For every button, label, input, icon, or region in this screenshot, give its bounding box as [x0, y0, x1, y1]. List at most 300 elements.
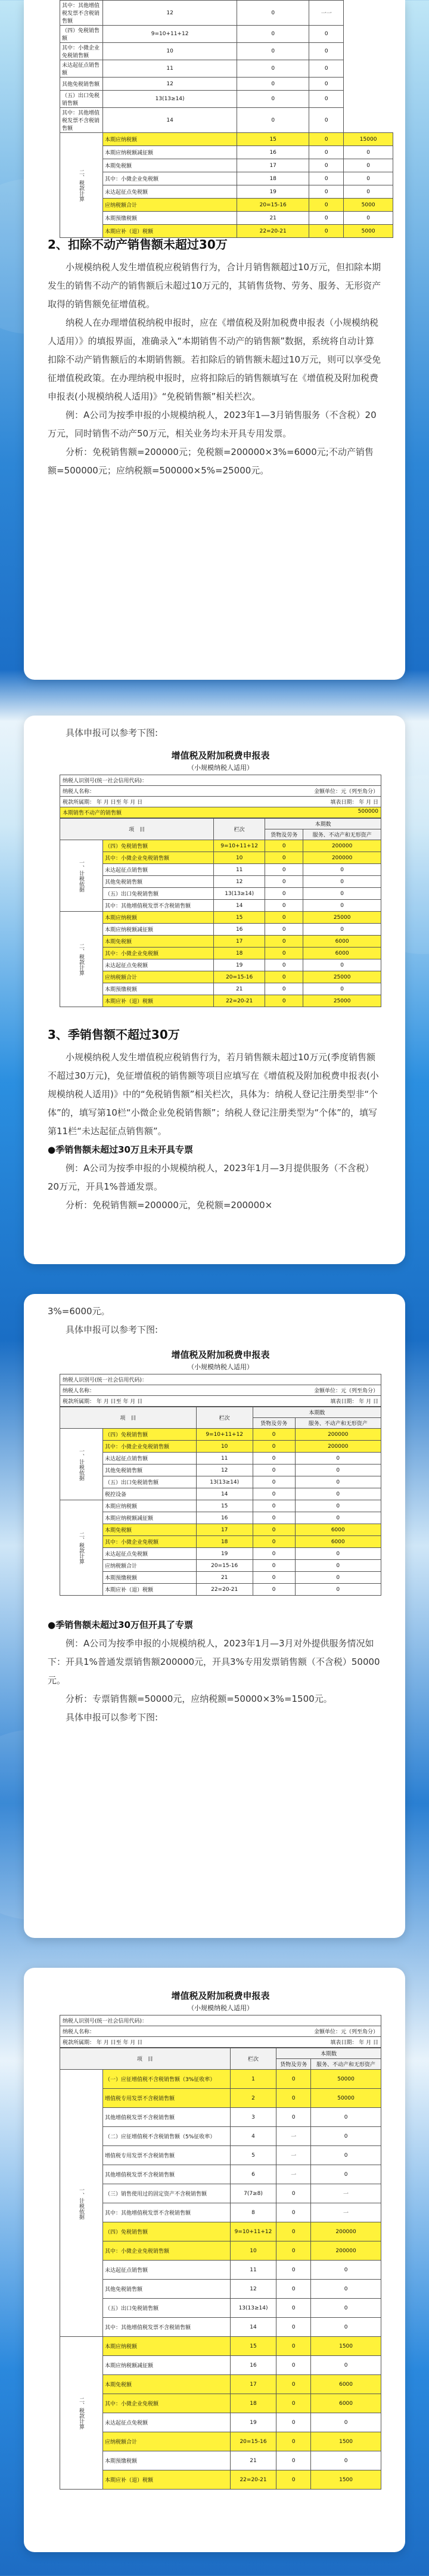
row-number: 15 [237, 133, 309, 146]
taxpayer-name-label: 纳税人名称： [63, 2029, 95, 2035]
row-number: 19 [237, 185, 309, 199]
goods-value: 0 [276, 2203, 311, 2222]
table-row [60, 1476, 381, 1488]
service-value: 200000 [295, 1441, 381, 1453]
tax-table-2 [60, 818, 381, 1007]
heading-2: 2、扣除不动产销售额未超过30万 [48, 237, 228, 252]
row-label: 本期应补（退）税额 [103, 1584, 197, 1596]
row-label: 本期免税额 [103, 2375, 231, 2394]
col-this: 本期数 [253, 1407, 381, 1418]
table-row [60, 2222, 381, 2241]
goods-value: 0 [276, 2070, 311, 2089]
form-subtitle: （小规模纳税人适用） [188, 1363, 253, 1371]
table-row [60, 912, 381, 924]
row-number: 16 [196, 1512, 253, 1524]
row-label: 本期应纳税额 [103, 133, 237, 146]
paragraph: 纳税人在办理增值税纳税申报时，应在《增值税及附加税费申报表（小规模纳税人适用）》的填报界面，准确录入“本期销售不动产的销售额”数据，系统将自动计算扣除不动产销售额后的本期销售额。若扣除后的销售额未超过10万元，则可以享受免征增值税政策。在办理纳税申报时，应将扣除后的销售额填写在《增值税及附加税费申报表(小规模纳税人适用)》“免税销售额”相关栏次。 [48, 317, 381, 402]
row-number: 14 [103, 108, 237, 133]
paragraph: 例：A公司为按季申报的小规模纳税人，2023年1—3月销售服务（不含税）20万元，同时销售不动产50万元，相关业务均未开具专用发票。 [48, 410, 377, 439]
row-label: 其他免税销售额 [60, 78, 103, 91]
goods-value: 0 [265, 864, 303, 876]
row-label: 本期预缴税额 [103, 2451, 231, 2470]
example-text: 例：A公司为按季申报的小规模纳税人，2023年1月—3月提供服务（不含税）20万元，开具1%普通发票。 [48, 1163, 374, 1192]
col-item: 项 目 [60, 2048, 231, 2070]
row-label: 本期预缴税额 [103, 212, 237, 225]
section-panel-1 [24, 0, 405, 680]
goods-value: 0 [276, 2089, 311, 2108]
goods-value: 0 [276, 2280, 311, 2299]
row-number: 22=20-21 [196, 1584, 253, 1596]
row-label: 其他增值税发票不含税销售额 [103, 2165, 231, 2184]
row-label: （五）出口免税销售额 [103, 1476, 197, 1488]
goods-value: 0 [276, 2451, 311, 2470]
table-row [60, 1429, 381, 1441]
service-value: 0 [311, 2318, 381, 2337]
goods-value: 0 [309, 172, 344, 185]
table-row [60, 2108, 381, 2127]
table-row [60, 2394, 381, 2413]
paragraph: 小规模纳税人发生增值税应税销售行为，合计月销售额超过10万元，但扣除本期发生的销售不动产的销售额后未超过10万元的，其销售货物、劳务、服务、无形资产取得的销售额免征增值税。 [48, 262, 381, 309]
goods-value: 一 [276, 2146, 311, 2165]
table-row [60, 2299, 381, 2318]
goods-value: 0 [276, 2375, 311, 2394]
row-number: 18 [214, 948, 265, 959]
service-value: 0 [309, 43, 344, 60]
goods-value: 0 [253, 1584, 295, 1596]
table-row [60, 1572, 381, 1584]
table-row [60, 864, 381, 876]
table-row [60, 133, 393, 146]
property-sales-value: 500000 [358, 809, 378, 815]
row-number: 9=10+11+12 [103, 26, 237, 43]
table-row [60, 1536, 381, 1548]
service-value: 0 [309, 60, 344, 78]
row-label: （四）免税销售额 [60, 26, 103, 43]
row-label: （二）应征增值税不含税销售额（5%征收率） [103, 2127, 231, 2146]
goods-value: 0 [276, 2261, 311, 2280]
row-label: 其中：小微企业免税销售额 [103, 2241, 231, 2261]
goods-value: 0 [276, 2222, 311, 2241]
table-row [60, 1488, 381, 1500]
service-value: 一 [311, 2184, 381, 2203]
row-number: 10 [103, 43, 237, 60]
row-number: 7(7≥8) [230, 2184, 276, 2203]
row-number: 14 [230, 2318, 276, 2337]
row-number: 18 [196, 1536, 253, 1548]
service-value: 200000 [311, 2222, 381, 2241]
service-value: 200000 [303, 852, 381, 864]
tax-form-2 [60, 745, 381, 1007]
row-number: 6 [230, 2165, 276, 2184]
goods-value: 0 [276, 2318, 311, 2337]
goods-value: 0 [253, 1476, 295, 1488]
service-value: 0 [303, 959, 381, 971]
table-row [60, 971, 381, 983]
row-number: 12 [230, 2280, 276, 2299]
col-service: 服务、不动产和无形资产 [311, 2059, 381, 2070]
row-number: 8 [230, 2203, 276, 2222]
service-value: 1500 [311, 2432, 381, 2451]
table-row [60, 2413, 381, 2432]
service-value: 200000 [311, 2241, 381, 2261]
row-label: 其中：其他增值税发票不含税销售额 [103, 2318, 231, 2337]
row-label: 本期应补（退）税额 [103, 995, 214, 1007]
paragraph: 分析：免税销售额=200000元；免税额=200000×3%=6000元;不动产销售额=500000元；应纳税额=500000×5%=25000元。 [48, 447, 374, 476]
continued-text: 3%=6000元。 [48, 1306, 110, 1317]
goods-value: 0 [276, 2470, 311, 2490]
row-label: 其他增值税发票不含税销售额 [103, 2108, 231, 2127]
row-number: 10 [196, 1441, 253, 1453]
service-value: 1500 [311, 2337, 381, 2356]
row-label: 本期应纳税额 [103, 1500, 197, 1512]
goods-value: 0 [253, 1560, 295, 1572]
goods-value: 0 [253, 1536, 295, 1548]
service-value: 0 [344, 146, 393, 159]
row-label: 本期应补（退）税额 [103, 225, 237, 238]
goods-value: 0 [265, 912, 303, 924]
row-number: 17 [230, 2375, 276, 2394]
row-label: 其中：小微企业免税额 [103, 172, 237, 185]
goods-value: 0 [309, 146, 344, 159]
goods-value: 0 [276, 2184, 311, 2203]
table-row [60, 1548, 381, 1560]
form-subtitle: （小规模纳税人适用） [188, 764, 253, 772]
row-label: 未达起征点免税额 [103, 2413, 231, 2432]
goods-value: 0 [265, 959, 303, 971]
row-label: 未达起征点销售额 [103, 864, 214, 876]
tax-table-3 [60, 1407, 381, 1596]
table-row [60, 60, 393, 78]
taxpayer-name-label: 纳税人名称： [63, 789, 95, 795]
row-label: 本期应纳税额减征额 [103, 2356, 231, 2375]
table-row [60, 2241, 381, 2261]
table-row [60, 1560, 381, 1572]
row-label: 增值税专用发票不含税销售额 [103, 2089, 231, 2108]
service-value: 5000 [344, 199, 393, 212]
row-number: 19 [196, 1548, 253, 1560]
goods-value: 0 [237, 91, 309, 108]
analysis-text: 分析：免税销售额=200000元，免税额=200000× [66, 1200, 273, 1210]
row-label: 本期免税额 [103, 1524, 197, 1536]
service-value: 0 [311, 2261, 381, 2280]
section-label: 二、税款计算 [60, 133, 103, 238]
section-panel-2 [24, 716, 405, 1264]
col-this: 本期数 [265, 819, 381, 829]
goods-value: 0 [253, 1500, 295, 1512]
table-row [60, 1500, 381, 1512]
goods-value: 0 [253, 1441, 295, 1453]
table-row [60, 172, 393, 185]
goods-value: 0 [309, 199, 344, 212]
section-label: 二、税款计算 [60, 912, 103, 1007]
service-value: 200000 [295, 1429, 381, 1441]
table-row [60, 2375, 381, 2394]
table-row [60, 2337, 381, 2356]
table-row [60, 2165, 381, 2184]
table-row [60, 2146, 381, 2165]
goods-value: 0 [237, 43, 309, 60]
service-value: 0 [344, 212, 393, 225]
goods-value: 0 [237, 78, 309, 91]
tax-period: 税款所属期： 年 月 日至 年 月 日 [63, 1399, 143, 1405]
row-number: 17 [214, 936, 265, 948]
row-number: 9=10+11+12 [230, 2222, 276, 2241]
service-value: 0 [295, 1500, 381, 1512]
goods-value: 0 [253, 1512, 295, 1524]
row-label: 应纳税额合计 [103, 199, 237, 212]
row-label: 其中：其他增值税发票不含税销售额 [103, 2203, 231, 2222]
row-label: 未达起征点销售额 [60, 60, 103, 78]
bullet-heading: ●季销售额未超过30万且未开具专票 [48, 1144, 193, 1155]
tax-form-4 [60, 1986, 381, 2490]
row-label: 其中：小微企业免税额 [103, 2394, 231, 2413]
row-number: 13(13≥14) [103, 91, 237, 108]
service-value: 0 [311, 2299, 381, 2318]
row-label: 应纳税额合计 [103, 1560, 197, 1572]
goods-value: 0 [237, 60, 309, 78]
row-number: 12 [196, 1465, 253, 1476]
table-row [60, 2261, 381, 2280]
table-row [60, 888, 381, 900]
form-title: 增值税及附加税费申报表 [171, 1349, 270, 1360]
table-row [60, 959, 381, 971]
row-label: 其中：其他增值税发票不含税销售额 [103, 900, 214, 912]
row-label: 其他免税销售额 [103, 1465, 197, 1476]
row-label: 本期免税额 [103, 936, 214, 948]
goods-value: 0 [309, 225, 344, 238]
service-value: 25000 [303, 971, 381, 983]
service-value: 0 [311, 2413, 381, 2432]
service-value: 6000 [311, 2394, 381, 2413]
paragraph: 小规模纳税人发生增值税应税销售行为，若月销售额未超过10万元(季度销售额不超过30万元)，免征增值税的销售额等项目应填写在《增值税及附加税费申报表(小规模纳税人适用)》中的“免税销售额”相关栏次，具体为：纳税人登记注册类型非“个体”的，填写第10栏“小微企业免税销售额”；纳税人登记注册类型为“个体”的，填写第11栏“未达起征点销售额”。 [48, 1052, 379, 1137]
row-number: 21 [237, 212, 309, 225]
service-value: 一一 [309, 1, 344, 26]
row-number: 21 [214, 983, 265, 995]
row-number: 11 [230, 2261, 276, 2280]
goods-value: 0 [253, 1524, 295, 1536]
row-number: 15 [214, 912, 265, 924]
amount-unit: 金额单位：元（列至角分） [313, 789, 378, 795]
service-value: 5000 [344, 225, 393, 238]
row-number: 9=10+11+12 [214, 840, 265, 852]
row-label: 其中：小微企业免税额 [103, 1536, 197, 1548]
row-label: 本期应纳税额减征额 [103, 924, 214, 936]
paragraph: 具体申报可以参考下图: [66, 1712, 158, 1723]
row-number: 15 [230, 2337, 276, 2356]
goods-value: 0 [237, 26, 309, 43]
table-row [60, 2127, 381, 2146]
table-row [60, 2356, 381, 2375]
row-label: （五）出口免税销售额 [103, 888, 214, 900]
row-number: 18 [230, 2394, 276, 2413]
taxpayer-name-label: 纳税人名称： [63, 1388, 95, 1394]
goods-value: 0 [265, 983, 303, 995]
table-row [60, 1441, 381, 1453]
goods-value: 0 [253, 1429, 295, 1441]
table-row [60, 1465, 381, 1476]
service-value: 0 [309, 108, 344, 133]
goods-value: 0 [265, 852, 303, 864]
service-value: 0 [344, 185, 393, 199]
row-number: 3 [230, 2108, 276, 2127]
table-row [60, 2318, 381, 2337]
row-label: 本期应纳税额 [103, 2337, 231, 2356]
paragraph: 例：A公司为按季申报的小规模纳税人，2023年1月—3月对外提供服务情况如下：开具1%普通发票销售额200000元，开具3%专用发票销售额（不含税）50000元。 [48, 1638, 380, 1686]
row-number: 21 [196, 1572, 253, 1584]
row-number: 13(13≥14) [196, 1476, 253, 1488]
table-row [60, 108, 393, 133]
goods-value: 0 [309, 212, 344, 225]
row-label: （三）销售使用过的固定资产不含税销售额 [103, 2184, 231, 2203]
col-item: 项 目 [60, 819, 214, 840]
service-value: 200000 [303, 840, 381, 852]
section-label: 一、计税依据 [60, 2070, 103, 2337]
row-label: 未达起征点免税额 [103, 959, 214, 971]
row-label: 本期应纳税额 [103, 912, 214, 924]
service-value: 0 [311, 2127, 381, 2146]
row-label: （四）免税销售额 [103, 840, 214, 852]
row-label: 本期预缴税额 [103, 1572, 197, 1584]
table-row [60, 1584, 381, 1596]
tax-table-1 [60, 0, 393, 238]
goods-value: 0 [237, 1, 309, 26]
table-row [60, 840, 381, 852]
table-row [60, 2184, 381, 2203]
service-value: 0 [295, 1560, 381, 1572]
row-label: 其他免税销售额 [103, 2280, 231, 2299]
goods-value: 0 [265, 936, 303, 948]
table-row [60, 995, 381, 1007]
col-service: 服务、不动产和无形资产 [295, 1418, 381, 1429]
goods-value: 0 [309, 133, 344, 146]
row-number: 20=15-16 [214, 971, 265, 983]
tax-period: 税款所属期： 年 月 日至 年 月 日 [63, 800, 143, 806]
paragraph: 分析：专票销售额=50000元，应纳税额=50000×3%=1500元。 [66, 1693, 332, 1704]
table-row [60, 2203, 381, 2222]
table-row [60, 2070, 381, 2089]
service-value: 0 [295, 1476, 381, 1488]
service-value: 50000 [311, 2070, 381, 2089]
row-label: 本期应补（退）税额 [103, 2470, 231, 2490]
service-value: 0 [311, 2280, 381, 2299]
row-label: 本期应纳税额减征额 [103, 1512, 197, 1524]
row-number: 22=20-21 [230, 2470, 276, 2490]
row-number: 14 [196, 1488, 253, 1500]
service-value: 25000 [303, 912, 381, 924]
col-no: 栏次 [230, 2048, 276, 2070]
goods-value: 0 [276, 2394, 311, 2413]
row-number: 11 [103, 60, 237, 78]
row-number: 18 [237, 172, 309, 185]
table-row [60, 146, 393, 159]
table-row [60, 2280, 381, 2299]
goods-value: 0 [253, 1453, 295, 1465]
row-label: （四）免税销售额 [103, 1429, 197, 1441]
table-row [60, 78, 393, 91]
tax-form-3 [60, 1345, 381, 1596]
section-label: 二、税款计算 [60, 2337, 103, 2490]
row-label: （五）出口免税销售额 [103, 2299, 231, 2318]
row-number: 16 [214, 924, 265, 936]
row-number: 9=10+11+12 [196, 1429, 253, 1441]
amount-unit: 金额单位：元（列至角分） [313, 2029, 378, 2035]
goods-value: 0 [276, 2356, 311, 2375]
goods-value: 0 [276, 2299, 311, 2318]
row-number: 12 [103, 78, 237, 91]
service-value: 6000 [295, 1536, 381, 1548]
service-value: 0 [309, 26, 344, 43]
form-title: 增值税及附加税费申报表 [171, 1990, 270, 2001]
section-panel-3 [24, 1294, 405, 1938]
col-no: 栏次 [196, 1407, 253, 1429]
row-label: （五）出口免税销售额 [60, 91, 103, 108]
taxpayer-id-label: 纳税人识别号(统一社会信用代码)： [63, 2018, 148, 2024]
table-row [60, 43, 393, 60]
goods-value: 0 [265, 888, 303, 900]
row-number: 22=20-21 [214, 995, 265, 1007]
goods-value: 0 [237, 108, 309, 133]
fill-date: 填表日期： 年 月 日 [330, 800, 378, 806]
service-value: 0 [295, 1488, 381, 1500]
service-value: 6000 [303, 936, 381, 948]
service-value: 0 [309, 91, 344, 108]
service-value: 一 [311, 2203, 381, 2222]
col-no: 栏次 [214, 819, 265, 840]
service-value: 0 [311, 2146, 381, 2165]
row-label: 本期应纳税额减征额 [103, 146, 237, 159]
col-service: 服务、不动产和无形资产 [303, 829, 381, 840]
service-value: 0 [303, 888, 381, 900]
goods-value: 0 [276, 2413, 311, 2432]
row-label: 其中：小微企业免税销售额 [60, 43, 103, 60]
goods-value: 一 [276, 2127, 311, 2146]
service-value: 25000 [303, 995, 381, 1007]
goods-value: 0 [253, 1572, 295, 1584]
row-label: 本期免税额 [103, 159, 237, 172]
service-value: 0 [311, 2451, 381, 2470]
goods-value: 0 [309, 185, 344, 199]
row-label: 其中：其他增值税发票不含税销售额 [60, 1, 103, 26]
row-number: 19 [230, 2413, 276, 2432]
goods-value: 0 [276, 2337, 311, 2356]
bullet-heading: ●季销售额未超过30万但开具了专票 [48, 1620, 193, 1630]
row-label: 其中：其他增值税发票不含税销售额 [60, 108, 103, 133]
section-label: 一、计税依据 [60, 1429, 103, 1500]
service-value: 50000 [311, 2089, 381, 2108]
table-row [60, 26, 393, 43]
row-number: 13(13≥14) [214, 888, 265, 900]
goods-value: 0 [265, 876, 303, 888]
table-row [60, 91, 393, 108]
service-value: 0 [311, 2108, 381, 2127]
row-number: 10 [214, 852, 265, 864]
row-label: 其他免税销售额 [103, 876, 214, 888]
service-value: 0 [303, 900, 381, 912]
goods-value: 0 [265, 971, 303, 983]
goods-value: 0 [265, 840, 303, 852]
row-number: 1 [230, 2070, 276, 2089]
row-number: 12 [214, 876, 265, 888]
row-number: 11 [214, 864, 265, 876]
service-value: 6000 [303, 948, 381, 959]
service-value: 6000 [295, 1524, 381, 1536]
goods-value: 0 [265, 900, 303, 912]
table-row [60, 852, 381, 864]
service-value: 0 [303, 983, 381, 995]
table-row [60, 1512, 381, 1524]
row-label: 未达起征点销售额 [103, 2261, 231, 2280]
goods-value: 0 [253, 1488, 295, 1500]
